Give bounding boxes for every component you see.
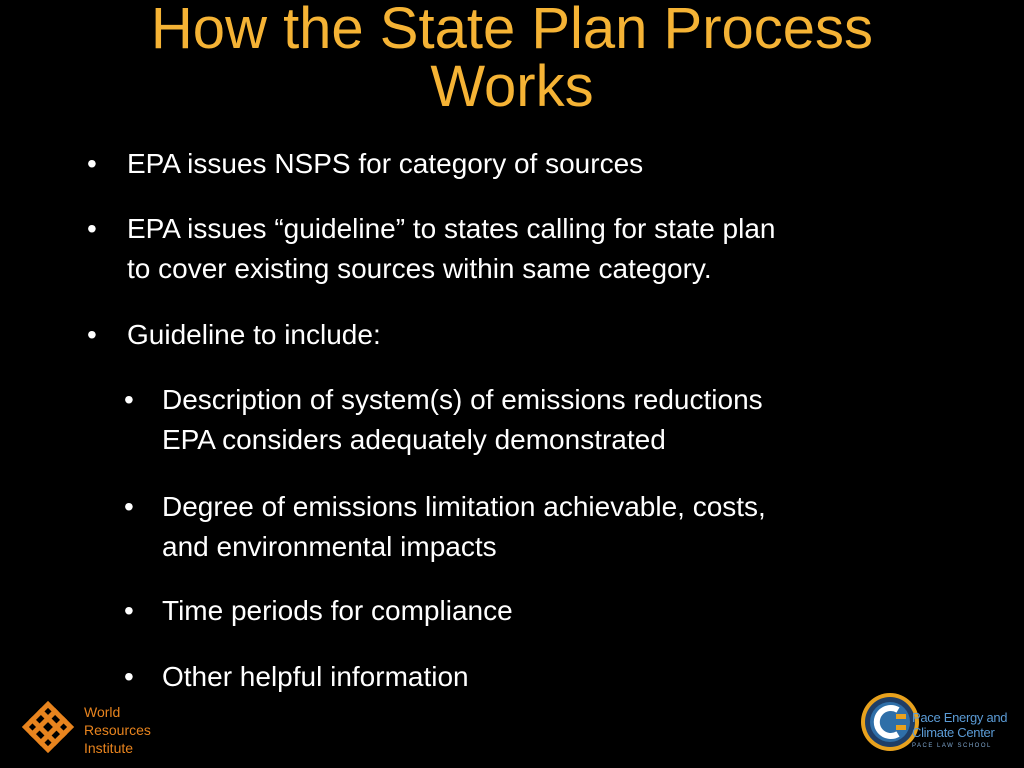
- wri-knot-icon: [18, 697, 78, 757]
- bullet-text: Other helpful information: [162, 661, 469, 692]
- bullet-text: Guideline to include:: [127, 319, 381, 350]
- pace-line: Pace Energy and: [912, 710, 1008, 725]
- bullet-text: EPA issues “guideline” to states calling for state plan: [127, 213, 776, 244]
- bullet-dot: •: [124, 595, 134, 626]
- bullet-text: and environmental impacts: [162, 531, 497, 562]
- bullet-item-2: [87, 209, 947, 289]
- wri-line: Institute: [84, 740, 134, 756]
- bullet-text: EPA issues NSPS for category of sources: [127, 148, 644, 179]
- bullet-text: Time periods for compliance: [162, 595, 513, 626]
- bullet-item-1: [87, 144, 947, 184]
- wri-logo-text: [84, 703, 151, 757]
- bullet-dot: •: [124, 491, 134, 522]
- bullet-dot: •: [87, 148, 97, 179]
- pace-line: Climate Center: [912, 725, 995, 740]
- pace-circle-icon: [860, 690, 920, 754]
- bullet-text: to cover existing sources within same category.: [127, 253, 712, 284]
- wri-line: Resources: [84, 722, 151, 738]
- bullet-dot: •: [124, 661, 134, 692]
- slide-title-line-2: Works: [430, 54, 594, 119]
- sub-bullet-item-3: [124, 591, 942, 631]
- bullet-text: Description of system(s) of emissions reductions: [162, 384, 763, 415]
- pace-logo: [860, 690, 1020, 760]
- pace-logo-subtitle: PACE LAW SCHOOL: [912, 743, 992, 749]
- wri-logo: [18, 697, 188, 761]
- bullet-dot: •: [124, 384, 134, 415]
- bullet-dot: •: [87, 213, 97, 244]
- pace-logo-text: [912, 710, 1007, 740]
- slide-title-line-1: How the State Plan Process: [150, 0, 874, 61]
- wri-line: World: [84, 704, 121, 720]
- sub-bullet-item-4: [124, 657, 942, 697]
- sub-bullet-item-1: [124, 380, 942, 460]
- bullet-text: Degree of emissions limitation achievable, costs,: [162, 491, 766, 522]
- sub-bullet-item-2: [124, 487, 942, 567]
- bullet-item-3: [87, 315, 947, 355]
- bullet-dot: •: [87, 319, 97, 350]
- bullet-text: EPA considers adequately demonstrated: [162, 424, 666, 455]
